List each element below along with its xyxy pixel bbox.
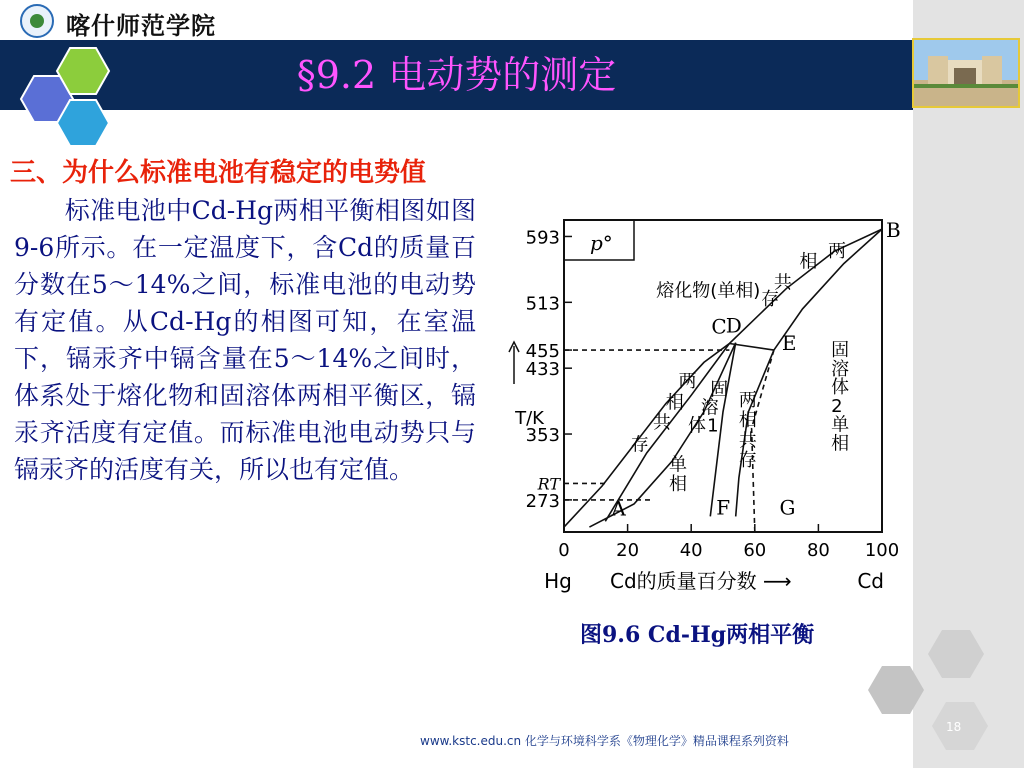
- point-label-f: F: [716, 495, 731, 520]
- region-label: 两: [678, 371, 697, 393]
- point-label-c: C: [711, 314, 727, 339]
- x-tick-label: 40: [679, 540, 703, 561]
- y-tick-label: 353: [525, 425, 560, 447]
- header-top: [0, 0, 913, 40]
- phase-diagram-svg: [506, 210, 914, 610]
- region-label: 溶: [831, 358, 850, 380]
- region-label: 存: [630, 434, 649, 456]
- region-label: 两: [738, 390, 757, 412]
- point-label-d: D: [725, 313, 742, 338]
- region-label: 共: [773, 272, 792, 294]
- region-label: 共: [738, 430, 757, 452]
- x-tick-label: 20: [616, 540, 640, 561]
- region-label: 相: [665, 392, 684, 414]
- region-label: 相: [668, 474, 687, 496]
- page-number: 18: [946, 720, 962, 734]
- region-label: 熔化物(单相): [656, 280, 761, 302]
- point-label-b: B: [886, 218, 901, 243]
- region-label: 体: [831, 376, 850, 398]
- y-rt-label: RT: [537, 474, 560, 494]
- y-tick-label: 593: [525, 227, 560, 249]
- y-tick-label: 513: [525, 293, 560, 315]
- region-label: 相: [831, 433, 850, 455]
- region-label: 相: [738, 409, 757, 431]
- x-tick-label: 100: [864, 540, 900, 561]
- hexagon-corner-decoration: [860, 630, 1024, 768]
- region-label: 两: [827, 241, 846, 263]
- point-label-e: E: [781, 331, 797, 356]
- region-label: 存: [761, 288, 780, 310]
- region-label: 体: [688, 415, 707, 437]
- y-tick-label: 273: [525, 490, 560, 512]
- x-tick-label: 60: [743, 540, 767, 561]
- region-label: 单: [668, 454, 687, 476]
- pressure-label: p°: [590, 231, 613, 255]
- hexagon-decoration: [10, 40, 150, 150]
- y-axis-label: T/K: [515, 408, 544, 429]
- body-paragraph: 标准电池中Cd-Hg两相平衡相图如图9-6所示。在一定温度下，含Cd的质量百分数在5～14%之间，标准电池的电动势有定值。从Cd-Hg的相图可知，在室温下，镉汞齐中镉含量在5～14%之间时，体系处于熔化物和固溶体两相平衡区，镉汞齐活度有定值。而标准电池电动势只与镉汞齐的活度有关，所以也有定值。: [14, 196, 476, 484]
- x-tick-label: 80: [806, 540, 830, 561]
- region-label: 固: [710, 379, 729, 401]
- y-tick-label: 433: [525, 359, 560, 381]
- region-label: 相: [799, 251, 818, 273]
- point-label-a: A: [611, 496, 626, 521]
- x-right-label: Cd: [857, 569, 884, 593]
- region-label: 固: [831, 339, 850, 361]
- campus-photo: [912, 38, 1020, 108]
- phase-diagram: [506, 210, 914, 610]
- hexagon-gray-icon: [868, 666, 924, 714]
- x-left-label: Hg: [544, 569, 572, 593]
- school-seal-logo: [20, 4, 54, 38]
- school-name: 喀什师范学院: [66, 11, 216, 40]
- region-label: 单: [831, 414, 850, 436]
- section-heading: 三、为什么标准电池有稳定的电势值: [10, 158, 427, 188]
- y-tick-label: 455: [525, 341, 560, 363]
- region-label: 2: [831, 395, 843, 417]
- region-label: 共: [653, 412, 672, 434]
- region-label: 1: [707, 415, 719, 437]
- hexagon-gray-icon: [928, 630, 984, 678]
- x-axis-label: Cd的质量百分数 ⟶: [610, 569, 792, 593]
- region-label: 存: [738, 450, 757, 472]
- point-label-g: G: [779, 495, 796, 520]
- footer-source: www.kstc.edu.cn 化学与环境科学系《物理化学》精品课程系列资料: [420, 734, 789, 748]
- region-label: 溶: [700, 397, 719, 419]
- figure-caption: 图9.6 Cd-Hg两相平衡: [580, 622, 815, 648]
- slide-title: §9.2 电动势的测定: [296, 53, 617, 97]
- x-tick-label: 0: [558, 540, 570, 561]
